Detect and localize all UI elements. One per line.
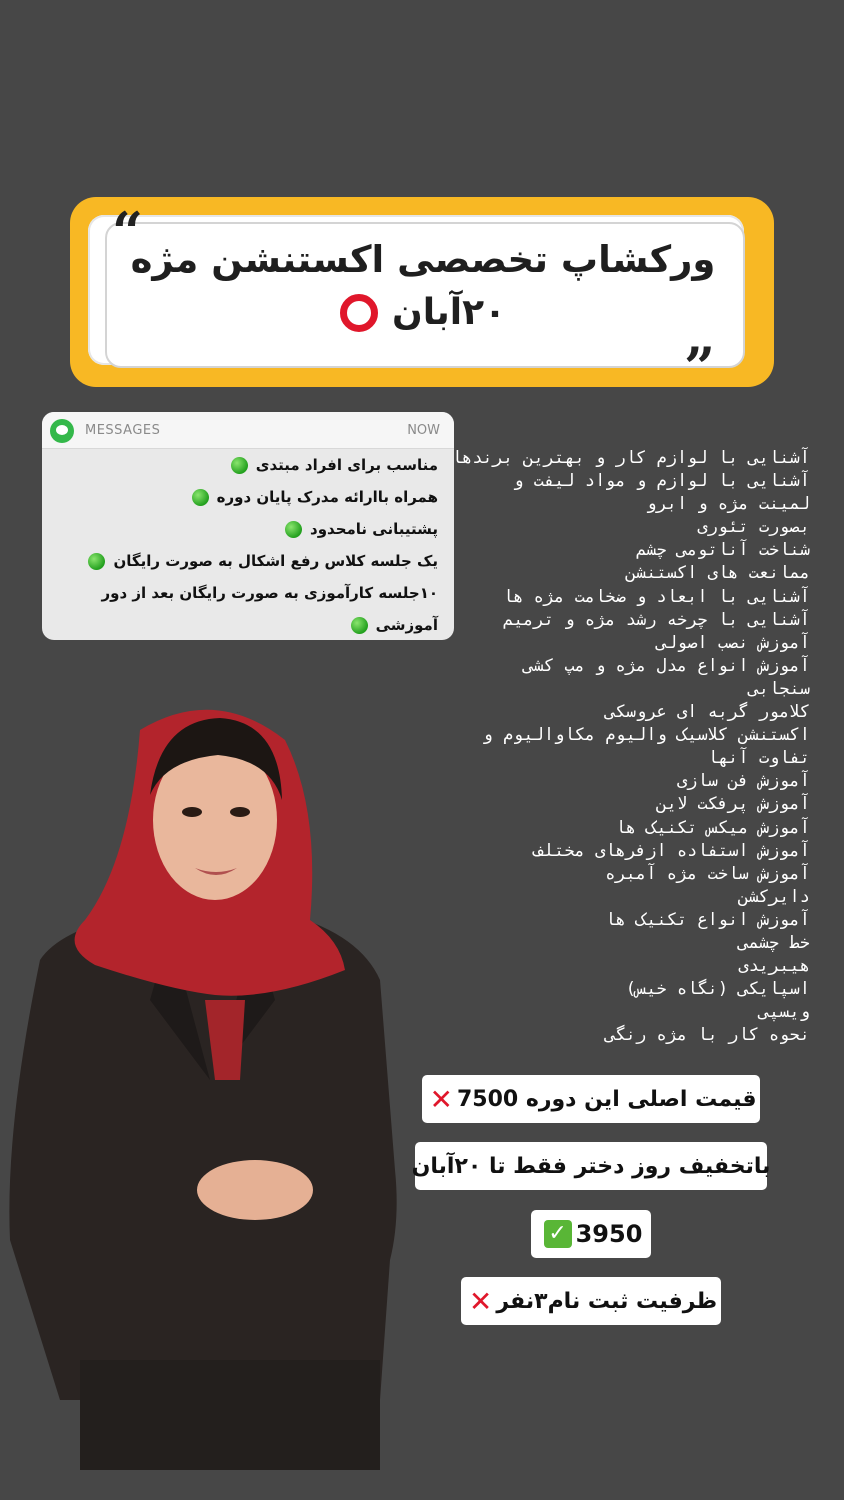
syllabus-item: لمینت مژه و ابرو: [646, 494, 810, 515]
syllabus-item: آشنایی با لوازم کار و بهترین برندها: [451, 448, 810, 468]
green-dot-icon: [285, 521, 302, 538]
syllabus-item: آموزش فن سازی: [676, 771, 810, 792]
syllabus-item: آموزش ساخت مژه آمبره: [605, 863, 810, 884]
green-dot-icon: [192, 489, 209, 506]
original-price-badge: [422, 1075, 760, 1123]
syllabus-item: اسپایکی (نگاه خیس): [625, 979, 810, 1000]
workshop-title: ورکشاپ تخصصی اکستنشن مژه: [130, 238, 716, 281]
workshop-date-row: [105, 292, 741, 333]
syllabus-item: کلامور گربه ای عروسکی: [605, 702, 810, 723]
hands: [197, 1160, 313, 1220]
notification-line: [88, 552, 438, 570]
notification-text: ۱۰جلسه کارآموزی به صورت رایگان بعد از دور: [101, 584, 438, 602]
notification-header: [42, 412, 454, 449]
workshop-date: ۲۰آبان: [391, 292, 507, 333]
trousers: [80, 1360, 380, 1470]
syllabus-item: ممانعت های اکستنشن: [625, 563, 810, 584]
syllabus-item: هیبریدی: [738, 956, 810, 977]
instructor-photo: [0, 700, 410, 1470]
green-check-icon: ✓: [544, 1220, 572, 1248]
original-price-label: قیمت اصلی این دوره: [525, 1086, 757, 1112]
syllabus-item: آشنایی با ابعاد و ضخامت مژه ها: [502, 586, 810, 607]
syllabus-item: آموزش پرفکت لاین: [656, 794, 810, 815]
notification-line: [192, 488, 438, 506]
syllabus-item: آشنایی با چرخه رشد مژه و ترمیم: [502, 609, 810, 630]
syllabus-item: نحوه کار با مژه رنگی: [605, 1025, 810, 1046]
notification-line: [351, 616, 438, 634]
syllabus-item: آموزش انواع مدل مژه و مپ کشی: [523, 655, 810, 676]
syllabus-item: آموزش انواع تکنیک ها: [605, 909, 810, 930]
syllabus-item: دایرکشن: [738, 886, 810, 907]
discount-badge: [411, 1142, 771, 1190]
discount-price-value: 3950: [575, 1220, 643, 1248]
notification-line: [231, 456, 438, 474]
discount-label: باتخفیف روز دختر فقط تا ۲۰آبان: [411, 1153, 771, 1179]
syllabus-item: تفاوت آنها: [707, 748, 810, 769]
capacity-badge: [461, 1277, 721, 1325]
syllabus-item: آشنایی با لوازم و مواد لیفت و: [513, 471, 810, 492]
notification-text: مناسب برای افراد مبتدی: [255, 456, 438, 474]
syllabus-item: شناخت آناتومی چشم: [636, 540, 810, 561]
discount-price-badge: [531, 1210, 651, 1258]
syllabus-item: اکستنشن کلاسیک والیوم مکاوالیوم و: [482, 725, 810, 746]
eye-right: [230, 807, 250, 817]
close-quote-icon: ”: [684, 335, 716, 399]
syllabus-item: آموزش میکس تکنیک ها: [615, 817, 810, 838]
syllabus-item: بصورت تئوری: [697, 517, 810, 538]
red-x-icon: ✕: [468, 1284, 493, 1318]
eye-left: [182, 807, 202, 817]
syllabus-list: [451, 447, 810, 1047]
green-dot-icon: [231, 457, 248, 474]
messages-app-icon: [50, 419, 74, 443]
messages-notification[interactable]: [42, 412, 454, 640]
red-circle-icon: [340, 294, 378, 332]
notification-app-name: MESSAGES: [85, 423, 161, 438]
green-dot-icon: [88, 553, 105, 570]
notification-line: [102, 584, 438, 602]
original-price-value: 7500: [456, 1086, 519, 1112]
syllabus-item: آموزش نصب اصولی: [656, 632, 810, 653]
notification-line: [285, 520, 438, 538]
syllabus-item: آموزش استفاده ازفرهای مختلف: [533, 840, 810, 861]
red-x-icon: ✕: [429, 1082, 453, 1116]
syllabus-item: خط چشمی: [738, 932, 810, 953]
syllabus-item: سنجابی: [748, 678, 810, 699]
syllabus-item: ویسپی: [758, 1002, 810, 1023]
notification-text: آموزشی: [375, 616, 438, 634]
notification-text: پشتیبانی نامحدود: [310, 520, 438, 538]
notification-text: یک جلسه کلاس رفع اشکال به صورت رایگان: [113, 552, 438, 570]
notification-time: NOW: [407, 423, 440, 438]
open-quote-icon: “: [112, 200, 144, 264]
notification-text: همراه باارائه مدرک پایان دوره: [216, 488, 438, 506]
green-dot-icon: [351, 617, 368, 634]
capacity-label: ظرفیت ثبت نام۳نفر: [496, 1288, 718, 1314]
